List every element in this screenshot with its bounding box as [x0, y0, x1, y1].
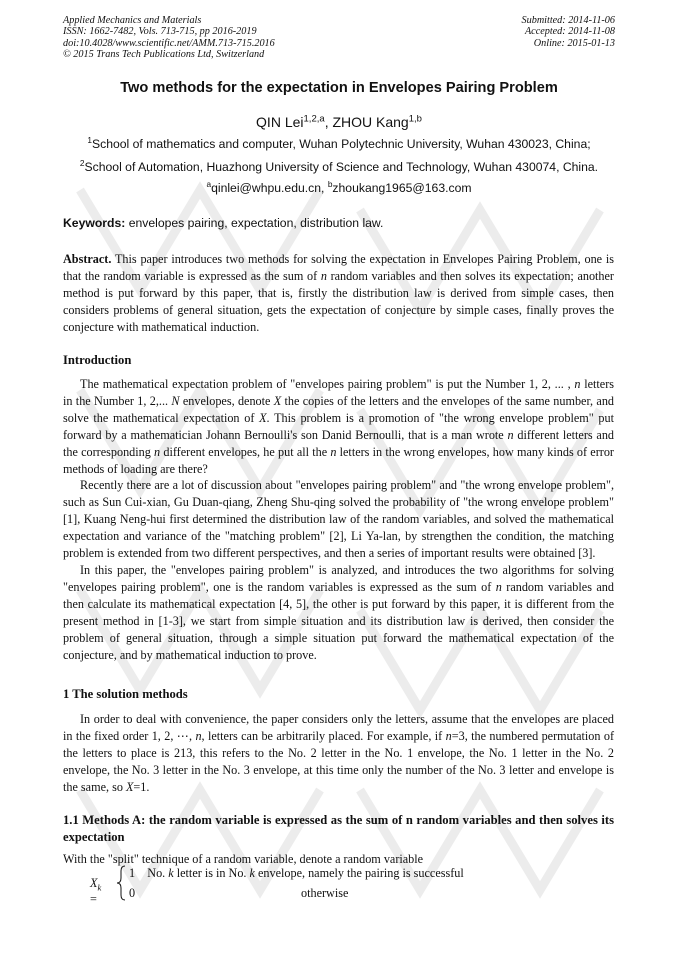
text: letter is in No. [173, 866, 250, 880]
text: No. [147, 866, 169, 880]
submitted-date: Submitted: 2014-11-06 [521, 15, 615, 26]
left-brace-icon [116, 865, 126, 901]
formula-var: X [90, 876, 98, 890]
var: X [259, 410, 267, 425]
var: n [507, 427, 514, 442]
keywords-text: envelopes pairing, expectation, distribution law. [125, 216, 384, 230]
email-separator: , [321, 181, 328, 195]
text: =3, the numbered permutation of the letters to place is 213, this refers to the No. 2 letter in the No. 1 envelope, the No. 1 letter in the No. 2 envelope, the No. 3 letter in the No. 3 envelope, at this time only the number of the No. 3 letter and envelope is the same, so [63, 728, 615, 794]
intro-paragraph-3 [63, 562, 614, 663]
affiliation-2 [0, 157, 678, 174]
abstract [63, 251, 614, 336]
text: =1. [133, 779, 150, 794]
text: the copies of the letters and the envelopes of the same number, and solve the mathematical expectation of [63, 393, 615, 425]
text: envelopes, denote [179, 393, 274, 408]
case-1-value: 1 [129, 866, 136, 880]
text: . This problem is a promotion of "the wrong envelope problem" put forward by a mathematician Johann Bernoulli's son Danid Bernoulli, that is a man wrote [63, 410, 614, 442]
affiliation-1 [0, 134, 678, 151]
var: n [330, 444, 337, 459]
abstract-paragraph [63, 251, 614, 336]
text: envelope, namely the pairing is successful [254, 866, 464, 880]
section-heading-solution-methods: 1 The solution methods [63, 687, 188, 701]
email-b[interactable]: zhoukang1965@163.com [332, 181, 472, 195]
abstract-label: Abstract. [63, 252, 112, 266]
text: random variables and then calculate its mathematical expectation [4, 5], the other is put forward by this paper, it is different from the present method in [1-3], we start from simple situation and its distribution law is derived, then consider the problem of general situation, through a simple situation put forward the mathematical expectation of the conjecture, and by mathematical induction to prove. [63, 579, 614, 662]
journal-header-left [63, 15, 275, 61]
issn-line: ISSN: 1662-7482, Vols. 713-715, pp 2016-2019 [63, 26, 257, 38]
solution-paragraph [63, 711, 614, 796]
text: letters in the Number 1, 2,... [63, 377, 614, 408]
text: The mathematical expectation problem of "envelopes pairing problem" is put the Number 1, 2, ... , [80, 377, 575, 391]
solution-body [63, 711, 614, 796]
author-1-affil: 1,2,a [303, 113, 325, 125]
keywords [63, 216, 383, 230]
email-b-marker: b [327, 178, 333, 189]
journal-header-right [522, 15, 615, 49]
email-a[interactable]: qinlei@whpu.edu.cn [211, 181, 322, 195]
author-separator: , [324, 114, 333, 130]
author-1: QIN Lei [256, 114, 304, 130]
var: n [574, 377, 581, 391]
affiliation-2-marker: 2 [79, 157, 85, 168]
var: n [195, 728, 202, 743]
var: k [249, 866, 255, 880]
email-a-marker: a [206, 178, 212, 189]
var: N [171, 393, 180, 408]
intro-paragraph-2: Recently there are a lot of discussion about "envelopes pairing problem" and "the wrong envelope problem", such as Sun Cui-xian, Gu Duan-qiang, Zheng Shu-qing solved the probability of "the wrong envelope problem" [1], Kuang Neng-hui first determined the distribution law of the random variables, and solved the mathematical expectation and variance of the "matching problem" [2], Li Ya-lan, by strengthen the condition, the matching problem is extended from two different perspectives, and then a series of important results were obtained [3]. [63, 478, 614, 561]
text: In order to deal with convenience, the paper considers only the letters, assume that the envelopes are placed in the fixed order 1, 2, ⋯, [63, 712, 614, 743]
var: k [168, 866, 174, 880]
affiliation-2-text: School of Automation, Huazhong University of Science and Technology, Wuhan 430074, China. [84, 160, 599, 174]
intro-paragraph-1 [63, 376, 614, 477]
abstract-text-2: random variables and then solves its expectation; another method is put forward by this paper, that is, firstly the distribution law is derived from simple cases, then considers problems of general situation, gets the expectation of conjecture by simple cases, finally proves the conjecture with mathematical induction. [63, 268, 614, 334]
text: different letters and the corresponding [63, 427, 615, 459]
var: X [125, 779, 134, 794]
introduction-body [63, 376, 614, 663]
doi-line: doi:10.4028/www.scientific.net/AMM.713-715.2016 [63, 37, 275, 49]
section-heading-introduction: Introduction [63, 353, 132, 367]
author-2: ZHOU Kang [332, 114, 409, 130]
email-line [0, 178, 678, 195]
text: letters in the wrong envelopes, how many kinds of error methods of loading are there? [63, 444, 614, 476]
var: n [445, 728, 452, 743]
keywords-label: Keywords: [63, 216, 126, 230]
author-2-affil: 1,b [408, 113, 422, 125]
affiliation-1-marker: 1 [87, 134, 92, 145]
text: In this paper, the "envelopes pairing problem" is analyzed, and introduces the two algorithms for solving "envelopes pairing problem", one is the random variables is expressed as the sum of [63, 562, 614, 594]
abstract-var-n: n [320, 268, 327, 283]
journal-name: Applied Mechanics and Materials [63, 15, 202, 26]
var: n [495, 579, 502, 594]
formula-equals: = [90, 892, 97, 907]
case-2-value: 0 [129, 886, 136, 900]
formula-case-1 [129, 866, 464, 881]
online-date: Online: 2015-01-13 [533, 37, 615, 49]
affiliation-1-text: School of mathematics and computer, Wuhan Polytechnic University, Wuhan 430023, China; [92, 137, 591, 151]
paper-title: Two methods for the expectation in Envelopes Pairing Problem [120, 80, 558, 96]
var: X [273, 393, 282, 408]
var: n [154, 444, 161, 459]
text: different envelopes, he put all the [160, 444, 331, 459]
case-2-text: otherwise [301, 886, 349, 900]
method-a-intro-text: With the "split" technique of a random variable, denote a random variable [63, 852, 424, 866]
text: , letters can be arbitrarily placed. For example, if [201, 728, 446, 743]
subsection-heading-method-a: 1.1 Methods A: the random variable is expressed as the sum of n random variables and then solves its expectation [63, 813, 614, 844]
author-line [0, 114, 678, 130]
formula-case-2 [129, 886, 349, 901]
copyright-line: © 2015 Trans Tech Publications Ltd, Switzerland [63, 49, 265, 61]
abstract-text-1: This paper introduces two methods for solving the expectation in Envelopes Pairing Problem, one is that the random variable is expressed as the sum of [63, 252, 614, 283]
formula-lhs [90, 876, 101, 907]
formula-sub: k [97, 882, 102, 893]
accepted-date: Accepted: 2014-11-08 [524, 26, 615, 38]
